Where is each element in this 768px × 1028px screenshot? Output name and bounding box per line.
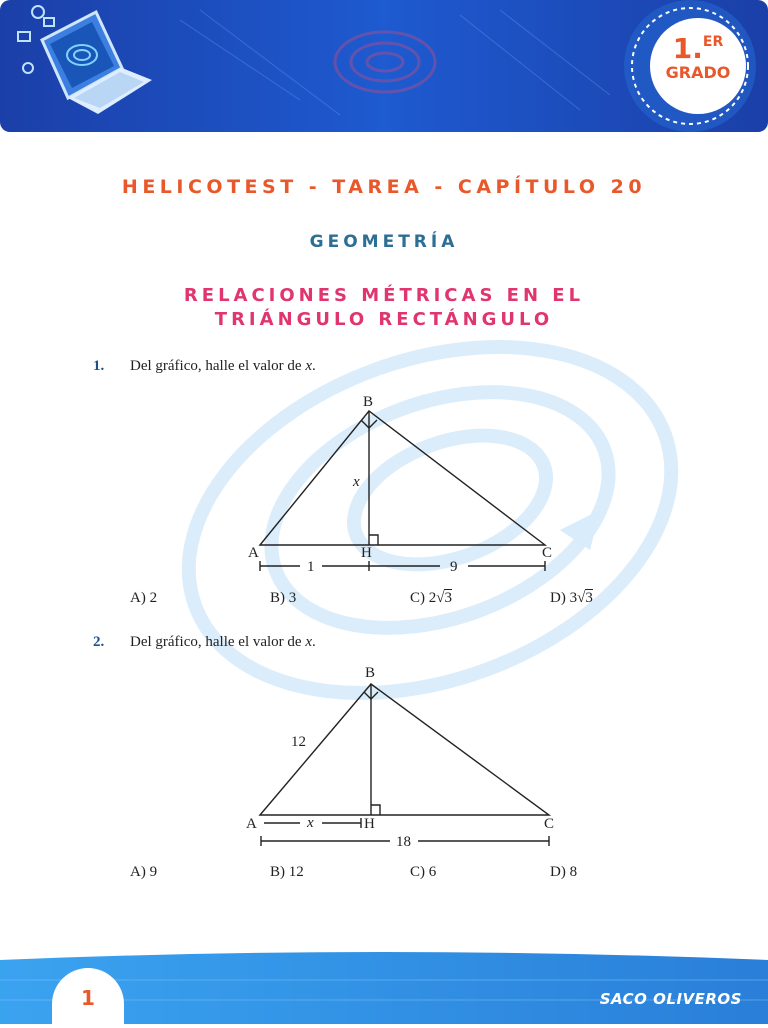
question-text: Del gráfico, halle el valor de bbox=[130, 634, 306, 650]
page-number: 1 bbox=[52, 968, 124, 1028]
page-title: HELICOTEST - TAREA - CAPÍTULO 20 bbox=[121, 176, 647, 198]
question-text: Del gráfico, halle el valor de bbox=[130, 358, 306, 374]
vertex-a-label: A bbox=[248, 545, 259, 561]
option-letter: C) bbox=[410, 590, 425, 606]
grade-superscript: ER bbox=[702, 34, 724, 50]
segment-ah-label: 1 bbox=[307, 559, 315, 575]
option-letter: D) bbox=[550, 864, 566, 880]
option-coefficient: 2 bbox=[428, 590, 437, 606]
vertex-c-label: C bbox=[542, 545, 553, 561]
option-d[interactable] bbox=[550, 864, 577, 881]
question-variable: x bbox=[305, 634, 313, 650]
option-value: 8 bbox=[569, 864, 578, 880]
segment-ac-label: 18 bbox=[396, 834, 411, 850]
option-letter: B) bbox=[270, 864, 285, 880]
option-value: 3 bbox=[288, 590, 297, 606]
height-label: x bbox=[353, 474, 360, 490]
side-ab-label: 12 bbox=[291, 734, 306, 750]
option-b[interactable] bbox=[270, 864, 304, 881]
sqrt-icon: √ bbox=[577, 590, 586, 606]
option-letter: D) bbox=[550, 590, 566, 606]
option-value: 12 bbox=[288, 864, 304, 880]
option-coefficient: 3 bbox=[569, 590, 578, 606]
option-letter: C) bbox=[410, 864, 425, 880]
question-number: 2. bbox=[93, 634, 105, 650]
question-text-end: . bbox=[312, 634, 316, 650]
topic-line-1: RELACIONES MÉTRICAS EN EL bbox=[183, 285, 585, 306]
vertex-a-label: A bbox=[246, 816, 257, 832]
vertex-b-label: B bbox=[363, 394, 374, 410]
option-radicand: 3 bbox=[585, 590, 593, 606]
vertex-c-label: C bbox=[544, 816, 555, 832]
grade-label: GRADO bbox=[665, 63, 731, 82]
option-value: 9 bbox=[149, 864, 158, 880]
subject-title: GEOMETRÍA bbox=[309, 232, 459, 252]
sqrt-icon: √ bbox=[436, 590, 445, 606]
question-number: 1. bbox=[93, 358, 105, 374]
option-letter: B) bbox=[270, 590, 285, 606]
option-c[interactable] bbox=[410, 864, 436, 881]
grade-number: 1. bbox=[672, 32, 703, 65]
option-letter: A) bbox=[130, 590, 146, 606]
option-value: 6 bbox=[428, 864, 437, 880]
vertex-b-label: B bbox=[365, 665, 376, 681]
option-a[interactable] bbox=[130, 864, 157, 881]
brand-name: SACO OLIVEROS bbox=[599, 990, 742, 1008]
segment-hc-label: 9 bbox=[450, 559, 458, 575]
question-text-end: . bbox=[312, 358, 316, 374]
right-angle-h bbox=[371, 805, 380, 815]
question-variable: x bbox=[305, 358, 313, 374]
vertex-h-label: H bbox=[361, 545, 372, 561]
segment-ah-label: x bbox=[307, 815, 314, 831]
option-letter: A) bbox=[130, 864, 146, 880]
option-value: 2 bbox=[149, 590, 158, 606]
vertex-h-label: H bbox=[364, 816, 375, 832]
option-radicand: 3 bbox=[444, 590, 452, 606]
topic-line-2: TRIÁNGULO RECTÁNGULO bbox=[214, 309, 554, 330]
